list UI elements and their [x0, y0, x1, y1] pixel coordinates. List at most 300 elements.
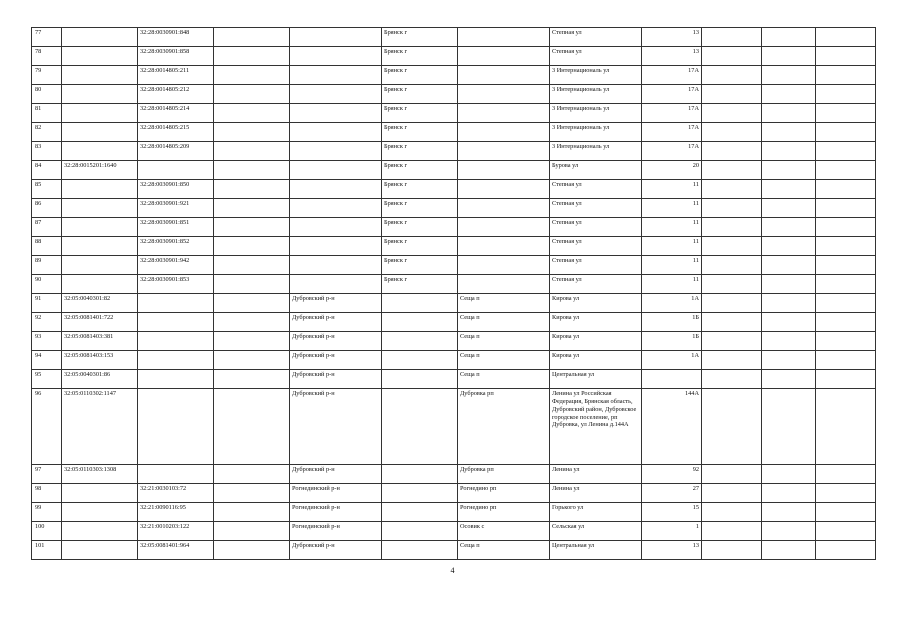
- street-cell: 3 Интернациональ ул: [550, 104, 642, 123]
- street-cell: Центральная ул: [550, 370, 642, 389]
- extra-column-1-cell: [702, 332, 762, 351]
- cadastral-number-building-cell: 32:28:0014805:215: [138, 123, 214, 142]
- house-number-cell: [642, 370, 702, 389]
- house-number-cell: 1А: [642, 351, 702, 370]
- street-cell: Степная ул: [550, 28, 642, 47]
- table-row: [32, 237, 876, 256]
- district-cell: [290, 180, 382, 199]
- extra-column-3-cell: [816, 142, 876, 161]
- district-cell: [290, 104, 382, 123]
- empty-column-cell: [214, 123, 290, 142]
- row-number-cell: 90: [32, 275, 62, 294]
- extra-column-3-cell: [816, 104, 876, 123]
- street-cell: Степная ул: [550, 47, 642, 66]
- district-cell: Дубровский р-н: [290, 465, 382, 484]
- extra-column-1-cell: [702, 503, 762, 522]
- settlement-cell: [458, 237, 550, 256]
- extra-column-1-cell: [702, 484, 762, 503]
- street-cell: Степная ул: [550, 199, 642, 218]
- cadastral-number-building-cell: 32:21:0090116:95: [138, 503, 214, 522]
- extra-column-1-cell: [702, 351, 762, 370]
- house-number-cell: 1А: [642, 294, 702, 313]
- extra-column-3-cell: [816, 85, 876, 104]
- table-row: [32, 351, 876, 370]
- extra-column-3-cell: [816, 123, 876, 142]
- city-cell: Брянск г: [382, 123, 458, 142]
- settlement-cell: Сеща п: [458, 313, 550, 332]
- city-cell: [382, 332, 458, 351]
- table-row: [32, 199, 876, 218]
- cadastral-number-land-cell: [62, 484, 138, 503]
- row-number-cell: 95: [32, 370, 62, 389]
- street-cell: Ленина ул: [550, 484, 642, 503]
- house-number-cell: 11: [642, 256, 702, 275]
- empty-column-cell: [214, 351, 290, 370]
- street-cell: 3 Интернациональ ул: [550, 66, 642, 85]
- city-cell: [382, 522, 458, 541]
- city-cell: Брянск г: [382, 104, 458, 123]
- extra-column-2-cell: [762, 503, 816, 522]
- district-cell: Дубровский р-н: [290, 389, 382, 465]
- row-number-cell: 84: [32, 161, 62, 180]
- settlement-cell: Осовик с: [458, 522, 550, 541]
- cadastral-number-building-cell: [138, 294, 214, 313]
- row-number-cell: 87: [32, 218, 62, 237]
- district-cell: [290, 237, 382, 256]
- cadastral-number-land-cell: [62, 275, 138, 294]
- district-cell: [290, 66, 382, 85]
- empty-column-cell: [214, 104, 290, 123]
- empty-column-cell: [214, 256, 290, 275]
- table-row: [32, 313, 876, 332]
- extra-column-1-cell: [702, 161, 762, 180]
- street-cell: Ленина ул Российская Федерация, Брянская область, Дубровский район, Дубровское городское поселение, рп Дубровка, ул Ленина д.144А: [550, 389, 642, 465]
- extra-column-2-cell: [762, 142, 816, 161]
- house-number-cell: 13: [642, 47, 702, 66]
- extra-column-3-cell: [816, 465, 876, 484]
- cadastral-number-land-cell: [62, 104, 138, 123]
- cadastral-number-building-cell: [138, 465, 214, 484]
- street-cell: Центральная ул: [550, 541, 642, 560]
- extra-column-1-cell: [702, 294, 762, 313]
- row-number-cell: 99: [32, 503, 62, 522]
- settlement-cell: [458, 161, 550, 180]
- extra-column-2-cell: [762, 465, 816, 484]
- settlement-cell: Рогнедино рп: [458, 484, 550, 503]
- city-cell: [382, 370, 458, 389]
- cadastral-number-land-cell: [62, 237, 138, 256]
- city-cell: Брянск г: [382, 237, 458, 256]
- cadastral-number-building-cell: 32:21:0010203:122: [138, 522, 214, 541]
- extra-column-1-cell: [702, 389, 762, 465]
- settlement-cell: [458, 199, 550, 218]
- empty-column-cell: [214, 332, 290, 351]
- empty-column-cell: [214, 313, 290, 332]
- city-cell: [382, 294, 458, 313]
- row-number-cell: 81: [32, 104, 62, 123]
- cadastral-number-land-cell: 32:05:0040301:86: [62, 370, 138, 389]
- extra-column-1-cell: [702, 522, 762, 541]
- table-row: [32, 541, 876, 560]
- district-cell: [290, 28, 382, 47]
- house-number-cell: 144А: [642, 389, 702, 465]
- house-number-cell: 1Б: [642, 313, 702, 332]
- house-number-cell: 17А: [642, 66, 702, 85]
- extra-column-2-cell: [762, 294, 816, 313]
- settlement-cell: [458, 256, 550, 275]
- cadastral-number-land-cell: [62, 180, 138, 199]
- empty-column-cell: [214, 161, 290, 180]
- settlement-cell: [458, 28, 550, 47]
- street-cell: 3 Интернациональ ул: [550, 123, 642, 142]
- extra-column-3-cell: [816, 28, 876, 47]
- empty-column-cell: [214, 389, 290, 465]
- street-cell: Кирова ул: [550, 313, 642, 332]
- row-number-cell: 94: [32, 351, 62, 370]
- row-number-cell: 98: [32, 484, 62, 503]
- extra-column-2-cell: [762, 218, 816, 237]
- district-cell: Дубровский р-н: [290, 313, 382, 332]
- extra-column-2-cell: [762, 370, 816, 389]
- extra-column-1-cell: [702, 123, 762, 142]
- cadastral-number-land-cell: [62, 541, 138, 560]
- table-row: [32, 256, 876, 275]
- city-cell: Брянск г: [382, 161, 458, 180]
- district-cell: Рогнединский р-н: [290, 503, 382, 522]
- table-row: [32, 28, 876, 47]
- district-cell: [290, 123, 382, 142]
- extra-column-3-cell: [816, 484, 876, 503]
- settlement-cell: [458, 180, 550, 199]
- city-cell: Брянск г: [382, 85, 458, 104]
- table-row: [32, 66, 876, 85]
- extra-column-3-cell: [816, 541, 876, 560]
- district-cell: [290, 161, 382, 180]
- table-row: [32, 522, 876, 541]
- cadastral-number-land-cell: [62, 218, 138, 237]
- row-number-cell: 97: [32, 465, 62, 484]
- extra-column-3-cell: [816, 351, 876, 370]
- cadastral-number-building-cell: [138, 332, 214, 351]
- extra-column-3-cell: [816, 199, 876, 218]
- extra-column-1-cell: [702, 142, 762, 161]
- street-cell: Кирова ул: [550, 294, 642, 313]
- settlement-cell: [458, 66, 550, 85]
- city-cell: Брянск г: [382, 275, 458, 294]
- row-number-cell: 82: [32, 123, 62, 142]
- cadastral-number-land-cell: 32:05:0081401:722: [62, 313, 138, 332]
- street-cell: Степная ул: [550, 237, 642, 256]
- extra-column-1-cell: [702, 237, 762, 256]
- cadastral-number-land-cell: [62, 28, 138, 47]
- house-number-cell: 17А: [642, 85, 702, 104]
- extra-column-1-cell: [702, 370, 762, 389]
- city-cell: Брянск г: [382, 28, 458, 47]
- settlement-cell: Сеща п: [458, 541, 550, 560]
- empty-column-cell: [214, 465, 290, 484]
- district-cell: [290, 47, 382, 66]
- extra-column-1-cell: [702, 218, 762, 237]
- empty-column-cell: [214, 503, 290, 522]
- district-cell: Рогнединский р-н: [290, 522, 382, 541]
- row-number-cell: 85: [32, 180, 62, 199]
- city-cell: Брянск г: [382, 66, 458, 85]
- empty-column-cell: [214, 47, 290, 66]
- row-number-cell: 77: [32, 28, 62, 47]
- extra-column-3-cell: [816, 47, 876, 66]
- settlement-cell: Сеща п: [458, 332, 550, 351]
- cadastral-number-land-cell: [62, 503, 138, 522]
- cadastral-number-building-cell: 32:28:0014805:209: [138, 142, 214, 161]
- house-number-cell: 15: [642, 503, 702, 522]
- table-row: [32, 104, 876, 123]
- empty-column-cell: [214, 85, 290, 104]
- table-row: [32, 294, 876, 313]
- extra-column-3-cell: [816, 256, 876, 275]
- extra-column-2-cell: [762, 199, 816, 218]
- house-number-cell: 1Б: [642, 332, 702, 351]
- extra-column-1-cell: [702, 180, 762, 199]
- cadastral-number-land-cell: 32:05:0110303:1308: [62, 465, 138, 484]
- city-cell: Брянск г: [382, 256, 458, 275]
- city-cell: [382, 503, 458, 522]
- extra-column-2-cell: [762, 256, 816, 275]
- extra-column-3-cell: [816, 218, 876, 237]
- extra-column-1-cell: [702, 256, 762, 275]
- extra-column-1-cell: [702, 275, 762, 294]
- extra-column-3-cell: [816, 161, 876, 180]
- district-cell: [290, 199, 382, 218]
- settlement-cell: [458, 275, 550, 294]
- cadastral-number-building-cell: 32:28:0030901:851: [138, 218, 214, 237]
- table-row: [32, 47, 876, 66]
- extra-column-1-cell: [702, 66, 762, 85]
- extra-column-2-cell: [762, 161, 816, 180]
- city-cell: Брянск г: [382, 47, 458, 66]
- cadastral-number-land-cell: 32:05:0081403:381: [62, 332, 138, 351]
- street-cell: Кирова ул: [550, 332, 642, 351]
- extra-column-1-cell: [702, 104, 762, 123]
- table-row: [32, 275, 876, 294]
- row-number-cell: 93: [32, 332, 62, 351]
- settlement-cell: [458, 85, 550, 104]
- house-number-cell: 11: [642, 218, 702, 237]
- city-cell: [382, 313, 458, 332]
- cadastral-number-land-cell: [62, 66, 138, 85]
- empty-column-cell: [214, 484, 290, 503]
- settlement-cell: Дубровка рп: [458, 389, 550, 465]
- empty-column-cell: [214, 28, 290, 47]
- empty-column-cell: [214, 199, 290, 218]
- district-cell: Дубровский р-н: [290, 332, 382, 351]
- city-cell: Брянск г: [382, 142, 458, 161]
- extra-column-1-cell: [702, 47, 762, 66]
- extra-column-1-cell: [702, 28, 762, 47]
- house-number-cell: 1: [642, 522, 702, 541]
- row-number-cell: 83: [32, 142, 62, 161]
- empty-column-cell: [214, 66, 290, 85]
- table-row: [32, 484, 876, 503]
- cadastral-number-building-cell: [138, 389, 214, 465]
- row-number-cell: 79: [32, 66, 62, 85]
- district-cell: [290, 256, 382, 275]
- house-number-cell: 17А: [642, 142, 702, 161]
- city-cell: [382, 389, 458, 465]
- cadastral-number-land-cell: [62, 123, 138, 142]
- cadastral-number-building-cell: 32:28:0030901:852: [138, 237, 214, 256]
- row-number-cell: 78: [32, 47, 62, 66]
- extra-column-2-cell: [762, 541, 816, 560]
- extra-column-2-cell: [762, 28, 816, 47]
- empty-column-cell: [214, 370, 290, 389]
- empty-column-cell: [214, 218, 290, 237]
- district-cell: [290, 142, 382, 161]
- table-row: [32, 123, 876, 142]
- house-number-cell: 17А: [642, 104, 702, 123]
- extra-column-3-cell: [816, 389, 876, 465]
- table-row: [32, 142, 876, 161]
- cadastral-number-building-cell: 32:28:0030901:850: [138, 180, 214, 199]
- cadastral-number-land-cell: [62, 522, 138, 541]
- street-cell: Сельская ул: [550, 522, 642, 541]
- empty-column-cell: [214, 541, 290, 560]
- extra-column-3-cell: [816, 522, 876, 541]
- district-cell: Дубровский р-н: [290, 370, 382, 389]
- extra-column-3-cell: [816, 503, 876, 522]
- settlement-cell: Сеща п: [458, 370, 550, 389]
- table-row: [32, 389, 876, 465]
- street-cell: Степная ул: [550, 275, 642, 294]
- house-number-cell: 92: [642, 465, 702, 484]
- extra-column-2-cell: [762, 313, 816, 332]
- city-cell: [382, 465, 458, 484]
- settlement-cell: [458, 123, 550, 142]
- extra-column-2-cell: [762, 104, 816, 123]
- extra-column-3-cell: [816, 313, 876, 332]
- cadastral-number-building-cell: [138, 351, 214, 370]
- cadastral-number-building-cell: 32:28:0030901:942: [138, 256, 214, 275]
- extra-column-2-cell: [762, 351, 816, 370]
- cadastral-number-building-cell: 32:05:0081401:964: [138, 541, 214, 560]
- cadastral-number-building-cell: 32:21:0030103:72: [138, 484, 214, 503]
- cadastral-number-building-cell: 32:28:0014805:211: [138, 66, 214, 85]
- settlement-cell: [458, 142, 550, 161]
- row-number-cell: 101: [32, 541, 62, 560]
- district-cell: Дубровский р-н: [290, 351, 382, 370]
- extra-column-2-cell: [762, 332, 816, 351]
- street-cell: Кирова ул: [550, 351, 642, 370]
- house-number-cell: 13: [642, 541, 702, 560]
- street-cell: Степная ул: [550, 218, 642, 237]
- settlement-cell: [458, 104, 550, 123]
- cadastral-number-land-cell: [62, 47, 138, 66]
- settlement-cell: Дубровка рп: [458, 465, 550, 484]
- house-number-cell: 11: [642, 237, 702, 256]
- cadastral-number-building-cell: 32:28:0030901:853: [138, 275, 214, 294]
- table-row: [32, 332, 876, 351]
- cadastral-number-land-cell: [62, 256, 138, 275]
- extra-column-3-cell: [816, 237, 876, 256]
- house-number-cell: 11: [642, 275, 702, 294]
- extra-column-3-cell: [816, 370, 876, 389]
- page-number: 4: [450, 566, 455, 575]
- city-cell: [382, 351, 458, 370]
- cadastral-number-building-cell: [138, 313, 214, 332]
- extra-column-1-cell: [702, 85, 762, 104]
- street-cell: Ленина ул: [550, 465, 642, 484]
- street-cell: Степная ул: [550, 180, 642, 199]
- house-number-cell: 11: [642, 180, 702, 199]
- extra-column-3-cell: [816, 66, 876, 85]
- extra-column-3-cell: [816, 180, 876, 199]
- street-cell: 3 Интернациональ ул: [550, 142, 642, 161]
- extra-column-2-cell: [762, 389, 816, 465]
- house-number-cell: 20: [642, 161, 702, 180]
- extra-column-3-cell: [816, 332, 876, 351]
- city-cell: Брянск г: [382, 218, 458, 237]
- street-cell: Горького ул: [550, 503, 642, 522]
- street-cell: Бурова ул: [550, 161, 642, 180]
- district-cell: [290, 218, 382, 237]
- street-cell: 3 Интернациональ ул: [550, 85, 642, 104]
- extra-column-2-cell: [762, 237, 816, 256]
- extra-column-2-cell: [762, 180, 816, 199]
- cadastral-number-building-cell: 32:28:0014805:214: [138, 104, 214, 123]
- house-number-cell: 11: [642, 199, 702, 218]
- district-cell: Рогнединский р-н: [290, 484, 382, 503]
- table-row: [32, 180, 876, 199]
- settlement-cell: Сеща п: [458, 351, 550, 370]
- settlement-cell: [458, 218, 550, 237]
- city-cell: [382, 541, 458, 560]
- cadastral-number-building-cell: 32:28:0030901:858: [138, 47, 214, 66]
- table-row: [32, 465, 876, 484]
- street-cell: Степная ул: [550, 256, 642, 275]
- cadastral-number-building-cell: 32:28:0030901:848: [138, 28, 214, 47]
- empty-column-cell: [214, 275, 290, 294]
- row-number-cell: 91: [32, 294, 62, 313]
- row-number-cell: 86: [32, 199, 62, 218]
- house-number-cell: 27: [642, 484, 702, 503]
- extra-column-2-cell: [762, 522, 816, 541]
- city-cell: [382, 484, 458, 503]
- empty-column-cell: [214, 294, 290, 313]
- city-cell: Брянск г: [382, 180, 458, 199]
- cadastral-number-land-cell: 32:05:0110302:1147: [62, 389, 138, 465]
- district-cell: [290, 275, 382, 294]
- extra-column-3-cell: [816, 275, 876, 294]
- row-number-cell: 96: [32, 389, 62, 465]
- extra-column-2-cell: [762, 85, 816, 104]
- extra-column-2-cell: [762, 484, 816, 503]
- cadastral-number-land-cell: 32:28:0015201:1640: [62, 161, 138, 180]
- row-number-cell: 100: [32, 522, 62, 541]
- extra-column-2-cell: [762, 66, 816, 85]
- extra-column-1-cell: [702, 199, 762, 218]
- settlement-cell: [458, 47, 550, 66]
- extra-column-1-cell: [702, 465, 762, 484]
- cadastral-number-land-cell: [62, 199, 138, 218]
- empty-column-cell: [214, 142, 290, 161]
- table-row: [32, 161, 876, 180]
- empty-column-cell: [214, 237, 290, 256]
- table-row: [32, 370, 876, 389]
- extra-column-3-cell: [816, 294, 876, 313]
- cadastral-number-building-cell: 32:28:0014805:212: [138, 85, 214, 104]
- extra-column-2-cell: [762, 275, 816, 294]
- extra-column-1-cell: [702, 313, 762, 332]
- empty-column-cell: [214, 522, 290, 541]
